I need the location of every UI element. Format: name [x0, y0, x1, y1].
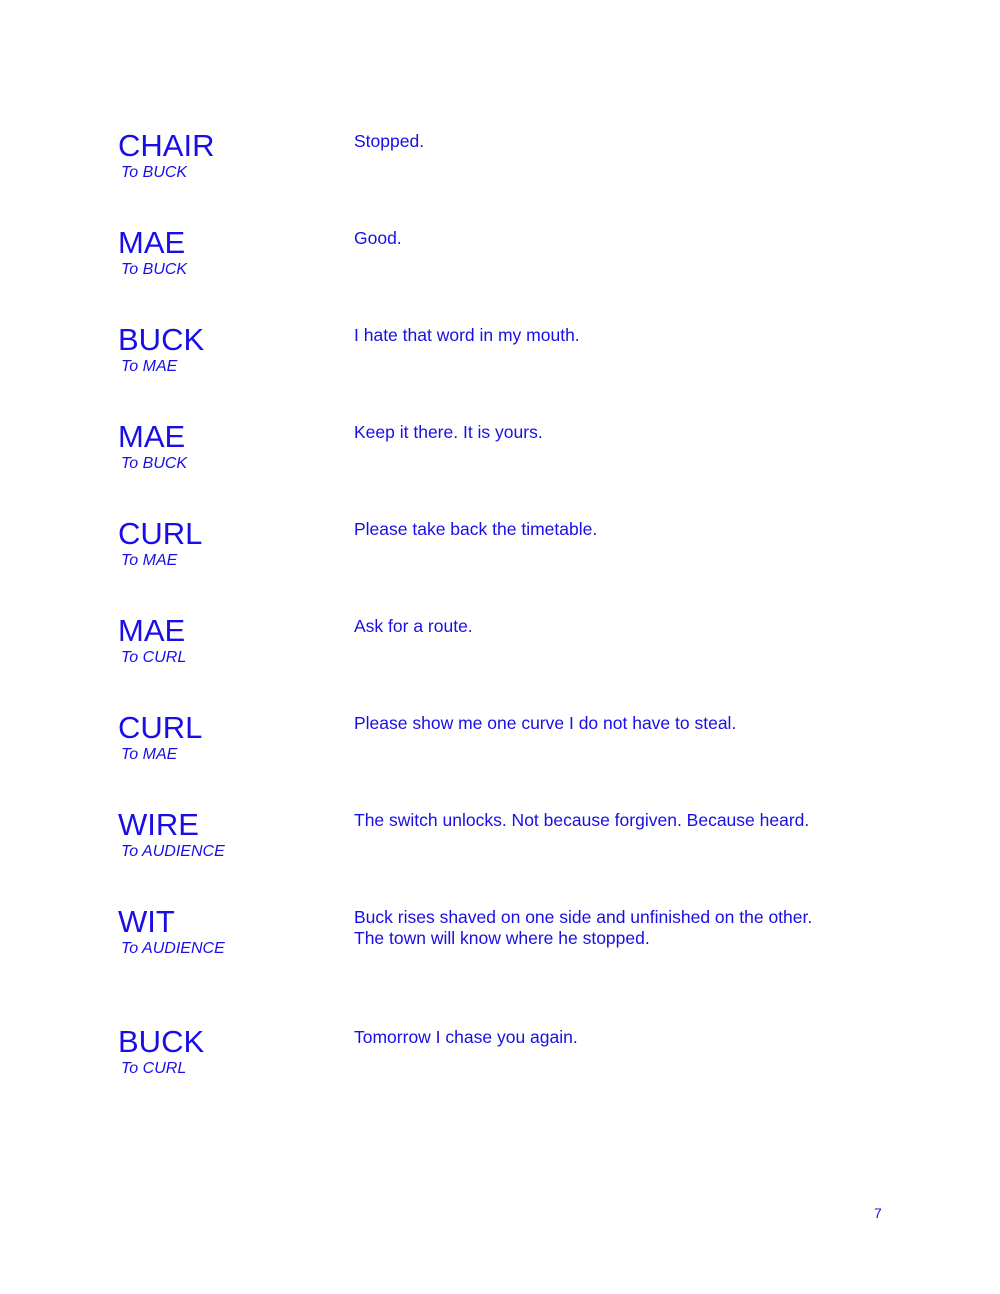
dialogue-line	[354, 616, 874, 637]
stage-direction: To MAE	[121, 358, 178, 375]
speaker-name: MAE	[118, 225, 186, 260]
dialogue-line-text: Stopped.	[354, 131, 425, 151]
stage-direction: To MAE	[121, 552, 178, 569]
dialogue-line	[354, 1027, 874, 1048]
stage-direction: To CURL	[121, 649, 187, 666]
dialogue-line	[354, 810, 874, 831]
speaker-name: WIRE	[118, 807, 199, 842]
dialogue-line-text: The switch unlocks. Not because forgiven. Because heard.	[354, 810, 810, 830]
dialogue-line	[354, 228, 874, 249]
dialogue-line	[354, 325, 874, 346]
dialogue-line-text: Please show me one curve I do not have to steal.	[354, 713, 737, 733]
dialogue-line-text: Buck rises shaved on one side and unfinished on the other.	[354, 907, 813, 927]
speaker-name: CURL	[118, 516, 203, 551]
stage-direction: To CURL	[121, 1060, 187, 1077]
speaker-name: BUCK	[118, 1024, 205, 1059]
dialogue-line-text: Good.	[354, 228, 402, 248]
dialogue-line	[354, 713, 874, 734]
speaker-name: CHAIR	[118, 128, 215, 163]
speaker-name: WIT	[118, 904, 175, 939]
dialogue-line-text: I hate that word in my mouth.	[354, 325, 580, 345]
dialogue-line	[354, 519, 874, 540]
dialogue-line-text: The town will know where he stopped.	[354, 928, 650, 948]
stage-direction: To BUCK	[121, 261, 188, 278]
speaker-name: MAE	[118, 419, 186, 454]
dialogue-line-text: Ask for a route.	[354, 616, 473, 636]
stage-direction: To AUDIENCE	[121, 843, 225, 860]
dialogue-line	[354, 131, 874, 152]
stage-direction: To AUDIENCE	[121, 940, 225, 957]
speaker-name: BUCK	[118, 322, 205, 357]
dialogue-line-text: Tomorrow I chase you again.	[354, 1027, 578, 1047]
dialogue-line-text: Keep it there. It is yours.	[354, 422, 543, 442]
dialogue-line-text: Please take back the timetable.	[354, 519, 598, 539]
dialogue-line	[354, 907, 874, 949]
speaker-name: CURL	[118, 710, 203, 745]
speaker-name: MAE	[118, 613, 186, 648]
page-number: 7	[874, 1205, 882, 1221]
stage-direction: To MAE	[121, 746, 178, 763]
dialogue-line	[354, 422, 874, 443]
stage-direction: To BUCK	[121, 164, 188, 181]
stage-direction: To BUCK	[121, 455, 188, 472]
